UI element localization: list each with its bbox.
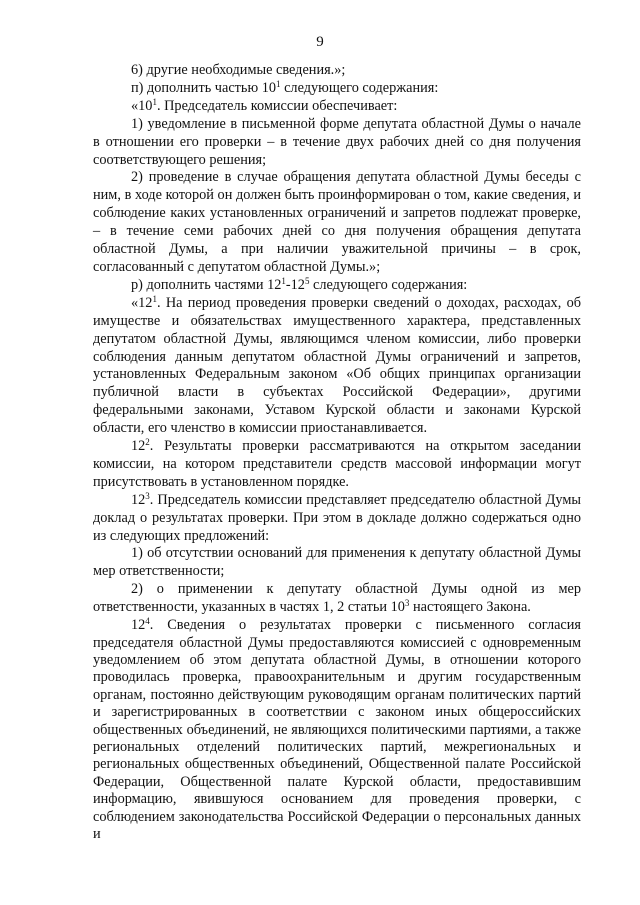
- text-run: 12: [131, 438, 146, 455]
- paragraph: [93, 62, 581, 80]
- text-run: 12: [131, 617, 146, 634]
- text-run: 1) уведомление в письменной форме депутата областной Думы о начале в отношении его проверки – в течение двух рабочих дней со дня получения соответствующего решения;: [93, 115, 581, 168]
- paragraph: [93, 277, 581, 295]
- superscript: 5: [304, 275, 310, 286]
- text-run: 12: [131, 491, 146, 508]
- page-number: 9: [316, 34, 324, 50]
- superscript: 3: [404, 598, 410, 609]
- paragraph: [93, 295, 581, 438]
- document-body: [93, 62, 581, 843]
- superscript: 1: [276, 78, 281, 89]
- text-run: 2) о применении к депутату областной Думы одной из мер ответственности, указанных в частях 1, 2 статьи 10: [93, 581, 581, 616]
- text-run: настоящего Закона.: [409, 599, 531, 616]
- paragraph: [93, 116, 581, 170]
- paragraph: [93, 545, 581, 581]
- text-run: 1) об отсутствии оснований для применения к депутату областной Думы мер ответственности;: [93, 545, 581, 580]
- superscript: 3: [145, 490, 150, 501]
- superscript: 1: [152, 293, 157, 304]
- text-run: . Председатель комиссии обеспечивает:: [156, 97, 398, 114]
- text-run: -12: [285, 276, 305, 293]
- superscript: 4: [145, 616, 150, 627]
- text-run: . Сведения о результатах проверки с письменного согласия председателя областной Думы предоставляются комиссией с одновременным уведомлением об этом депутата областной Думы, в отношении которого проводилась проверка, правоохранительным и другим государственным органам, постоянно действующим руководящим органам политических партий и зарегистрированных в соответствии с законом иных общероссийских общественных объединений, не являющихся политическими партиями, а также региональных отделений политических партий, межрегиональных и региональных общественных объединений, Общественной палате Российской Федерации, Общественной палате Курской области, предоставившим информацию, явившуюся основанием для проведения проверки, с соблюдением законодательства Российской Федерации о персональных данных и: [93, 617, 581, 842]
- paragraph: [93, 438, 581, 492]
- text-run: . Председатель комиссии представляет председателю областной Думы доклад о результатах проверки. При этом в докладе должно содержаться одно из следующих предложений:: [93, 491, 581, 544]
- text-run: следующего содержания:: [280, 79, 439, 96]
- paragraph: [93, 169, 581, 276]
- text-run: п) дополнить частью 10: [131, 79, 277, 96]
- paragraph: [93, 581, 581, 617]
- paragraph: [93, 492, 581, 546]
- text-run: «10: [131, 97, 153, 114]
- paragraph: [93, 617, 581, 843]
- text-run: . На период проведения проверки сведений о доходах, расходах, об имуществе и обязательствах имущественного характера, представленных депутатом областной Думы, являющимся членом комиссии, либо проверки соблюдения данным депутатом областной Думы ограничений и запретов, установленных Федеральным законом «Об общих принципах организации публичной власти в субъектах Российской Федерации», другими федеральными законами, Уставом Курской области и законами Курской области, его членство в комиссии приостанавливается.: [93, 294, 581, 437]
- paragraph: [93, 80, 581, 98]
- superscript: 2: [145, 437, 150, 448]
- superscript: 1: [152, 96, 157, 107]
- paragraph: [93, 98, 581, 116]
- text-run: 2) проведение в случае обращения депутата областной Думы беседы с ним, в ходе которой он должен быть проинформирован о том, какие сведения, и соблюдение каких установленных ограничений и запретов подлежат проверке, – в течение семи рабочих дней со дня получения обращения депутата областной Думы, а при наличии уважительной причины – в срок, согласованный с депутатом областной Думы.»;: [93, 169, 581, 275]
- superscript: 1: [281, 275, 286, 286]
- text-run: . Результаты проверки рассматриваются на открытом заседании комиссии, на котором представители средств массовой информации могут присутствовать в установленном порядке.: [93, 438, 581, 490]
- text-run: следующего содержания:: [309, 276, 468, 293]
- text-run: р) дополнить частями 12: [131, 276, 282, 293]
- text-run: «12: [131, 294, 153, 311]
- text-run: 6) другие необходимые сведения.»;: [131, 62, 346, 78]
